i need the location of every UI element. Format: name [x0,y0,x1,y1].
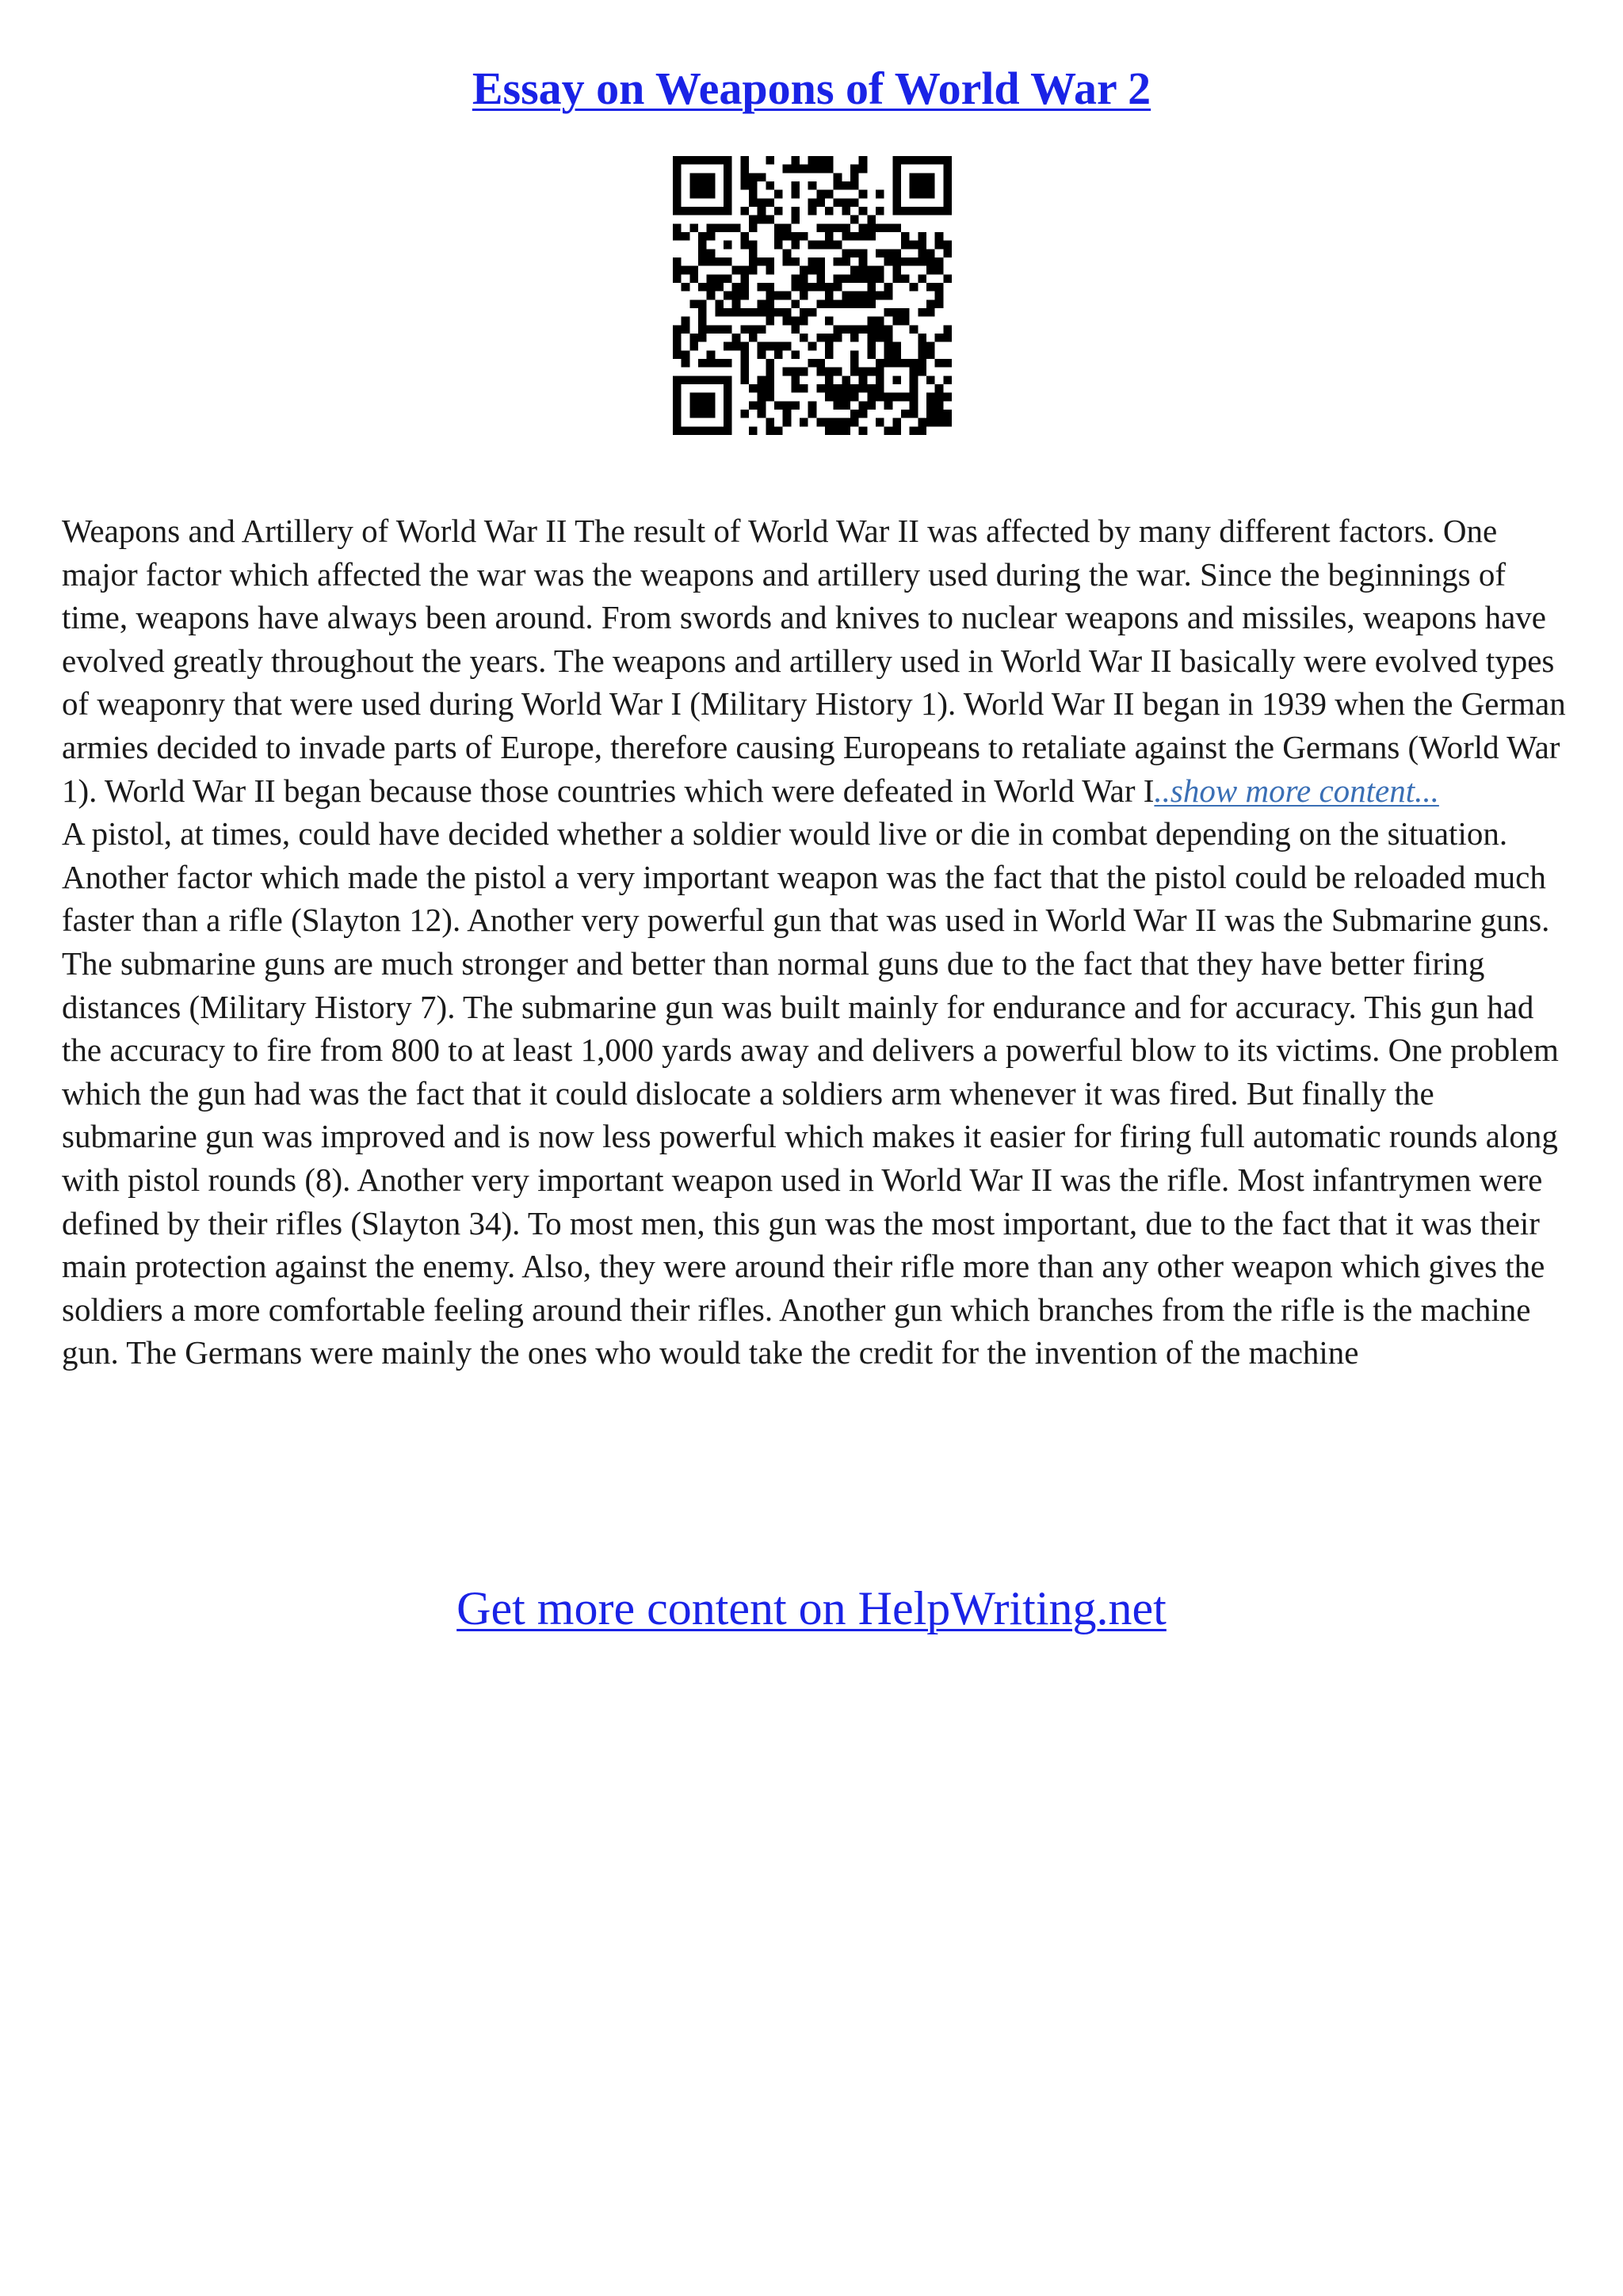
footer [0,1577,1623,1640]
essay-paragraph-2: A pistol, at times, could have decided whether a soldier would live or die in combat depending on the situation. Another factor which made the pistol a very important weapon was the fact that the pistol could be reloaded much faster than a rifle (Slayton 12). Another very powerful gun that was used in World War II was the Submarine guns. The submarine guns are much stronger and better than normal guns due to the fact that they have better firing distances (Military History 7). The submarine gun was built mainly for endurance and for accuracy. This gun had the accuracy to fire from 800 to at least 1,000 yards away and delivers a powerful blow to its victims. One problem which the gun had was the fact that it could dislocate a soldiers arm whenever it was fired. But finally the submarine gun was improved and is now less powerful which makes it easier for firing full automatic rounds along with pistol rounds (8). Another very important weapon used in World War II was the rifle. Most infantrymen were defined by their rifles (Slayton 34). To most men, this gun was the most important, due to the fact that it was their main protection against the enemy. Also, they were around their rifle more than any other weapon which gives the soldiers a more comfortable feeling around their rifles. Another gun which branches from the rifle is the machine gun. The Germans were mainly the ones who would take the credit for the invention of the machine [62,815,1559,1371]
paragraph-1-text: Weapons and Artillery of World War II The result of World War II was affected by many different factors. One major factor which affected the war was the weapons and artillery used during the war. Since the beginnings of time, weapons have always been around. From swords and knives to nuclear weapons and missiles, weapons have evolved greatly throughout the years. The weapons and artillery used in World War II basically were evolved types of weaponry that were used during World War I (Military History 1). World War II began in 1939 when the German armies decided to invade parts of Europe, therefore causing Europeans to retaliate against the Germans (World War 1). World War II began because those countries which were defeated in World War I [62,513,1566,809]
title-link[interactable]: Essay on Weapons of World War 2 [472,63,1151,114]
page-title [0,57,1623,120]
qr-code-icon[interactable] [673,156,952,435]
essay-paragraph-1 [62,509,1568,812]
show-more-link[interactable]: ..show more content... [1154,772,1439,809]
footer-link[interactable]: Get more content on HelpWriting.net [456,1582,1167,1634]
essay-body [62,509,1568,1375]
